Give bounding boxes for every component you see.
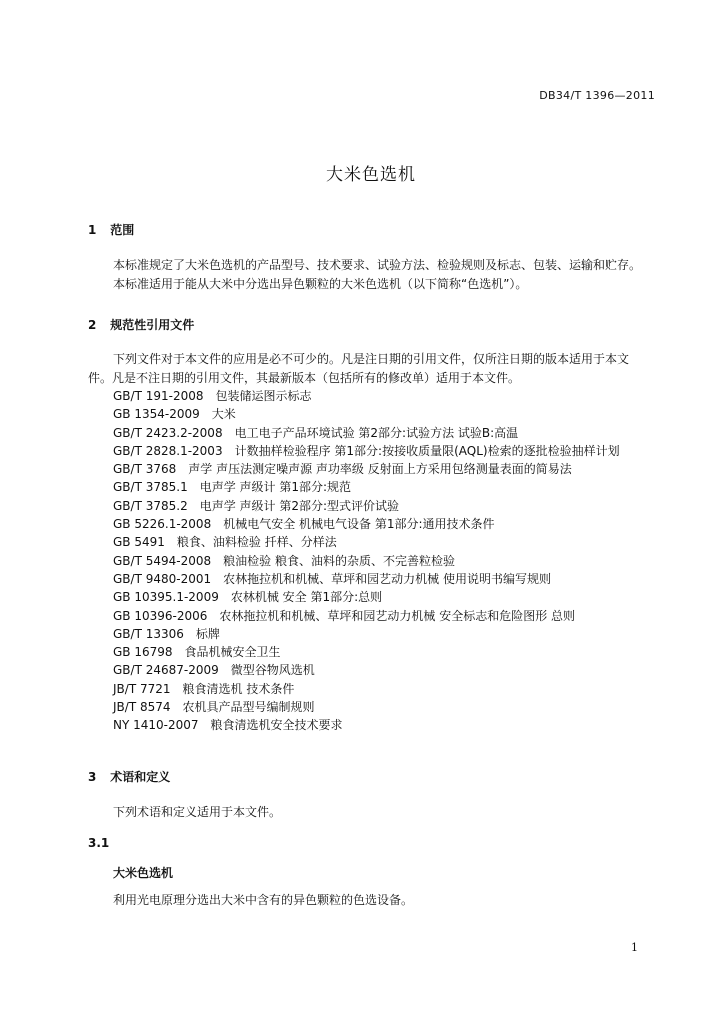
reference-title: 计数抽样检验程序 第1部分:按接收质量限(AQL)检索的逐批检验抽样计划 [234,443,620,458]
reference-code: GB/T 9480-2001 [113,571,212,586]
reference-item [113,515,620,533]
section-title: 术语和定义 [110,770,171,784]
reference-code: GB/T 2423.2-2008 [113,425,223,440]
reference-item [113,698,620,716]
paragraph-line: 件。凡是不注日期的引用文件，其最新版本（包括所有的修改单）适用于本文件。 [88,370,521,385]
reference-title: 电声学 声级计 第1部分:规范 [199,480,352,495]
reference-title: 微型谷物风选机 [230,663,315,678]
reference-item [113,625,620,643]
document-title: 大米色选机 [326,165,416,185]
reference-title: 粮食清选机 技术条件 [182,681,295,696]
paragraph-line: 下列术语和定义适用于本文件。 [113,805,282,819]
reference-title: 农林机械 安全 第1部分:总则 [230,590,383,605]
reference-item [113,497,620,515]
reference-item [113,442,620,460]
standard-code: DB34/T 1396—2011 [539,89,655,102]
reference-title: 机械电气安全 机械电气设备 第1部分:通用技术条件 [223,517,495,532]
reference-code: JB/T 8574 [113,700,171,715]
reference-item [113,478,620,496]
reference-title: 食品机械安全卫生 [184,645,281,660]
reference-item [113,680,620,698]
reference-item [113,460,620,478]
reference-title: 农林拖拉机和机械、草坪和园艺动力机械 安全标志和危险图形 总则 [219,608,576,623]
reference-code: NY 1410-2007 [113,718,199,733]
reference-title: 大米 [211,407,236,422]
reference-code: GB/T 3785.2 [113,498,188,513]
reference-item [113,570,620,588]
reference-title: 电声学 声级计 第2部分:型式评价试验 [199,498,400,513]
reference-item [113,607,620,625]
term-definition: 利用光电原理分选出大米中含有的异色颗粒的色选设备。 [113,893,414,907]
reference-code: GB 5226.1-2008 [113,517,212,532]
reference-item [113,387,620,405]
reference-item [113,405,620,423]
reference-code: GB 16798 [113,645,173,660]
reference-item [113,533,620,551]
reference-item [113,661,620,679]
scope-paragraph [88,256,685,293]
section-number: 1 [88,223,97,237]
reference-item [113,716,620,734]
normative-intro [88,350,660,387]
section-heading-scope [88,221,134,238]
reference-item [113,424,620,442]
reference-item [113,643,620,661]
paragraph-line: 下列文件对于本文件的应用是必不可少的。凡是注日期的引用文件，仅所注日期的版本适用于本文 [113,352,630,366]
reference-code: GB/T 3785.1 [113,480,188,495]
reference-code: GB/T 5494-2008 [113,553,212,568]
reference-code: GB 10396-2006 [113,608,208,623]
reference-title: 粮油检验 粮食、油料的杂质、不完善粒检验 [223,553,455,568]
term-number: 3.1 [88,836,110,850]
section-heading-normative [88,316,194,333]
reference-code: GB 10395.1-2009 [113,590,219,605]
reference-title: 电工电子产品环境试验 第2部分:试验方法 试验B:高温 [234,425,519,440]
reference-item [113,552,620,570]
reference-code: GB/T 3768 [113,462,177,477]
reference-title: 农林拖拉机和机械、草坪和园艺动力机械 使用说明书编写规则 [223,571,551,586]
reference-title: 包装储运图示标志 [215,389,312,403]
page-number: 1 [631,941,638,954]
paragraph-line: 本标准适用于能从大米中分选出异色颗粒的大米色选机（以下简称“色选机”）。 [113,276,528,291]
reference-code: JB/T 7721 [113,681,171,696]
paragraph-line: 本标准规定了大米色选机的产品型号、技术要求、试验方法、检验规则及标志、包装、运输和贮存。 [113,258,642,272]
reference-code: GB 5491 [113,535,165,550]
reference-title: 声学 声压法测定噪声源 声功率级 反射面上方采用包络测量表面的简易法 [188,462,572,477]
reference-title: 农机具产品型号编制规则 [182,700,315,715]
section-title: 范围 [110,223,135,237]
reference-code: GB/T 24687-2009 [113,663,219,678]
reference-title: 标牌 [195,626,220,641]
reference-list [113,387,620,735]
reference-code: GB/T 2828.1-2003 [113,443,223,458]
reference-title: 粮食清选机安全技术要求 [210,718,343,733]
reference-title: 粮食、油料检验 扦样、分样法 [176,535,337,550]
reference-code: GB/T 191-2008 [113,389,204,403]
term-name: 大米色选机 [113,866,174,880]
section-title: 规范性引用文件 [110,318,195,332]
reference-code: GB/T 13306 [113,626,184,641]
section-number: 2 [88,318,97,332]
section-number: 3 [88,770,97,784]
terms-intro [88,803,685,822]
section-heading-terms [88,768,170,785]
reference-item [113,588,620,606]
reference-code: GB 1354-2009 [113,407,200,422]
